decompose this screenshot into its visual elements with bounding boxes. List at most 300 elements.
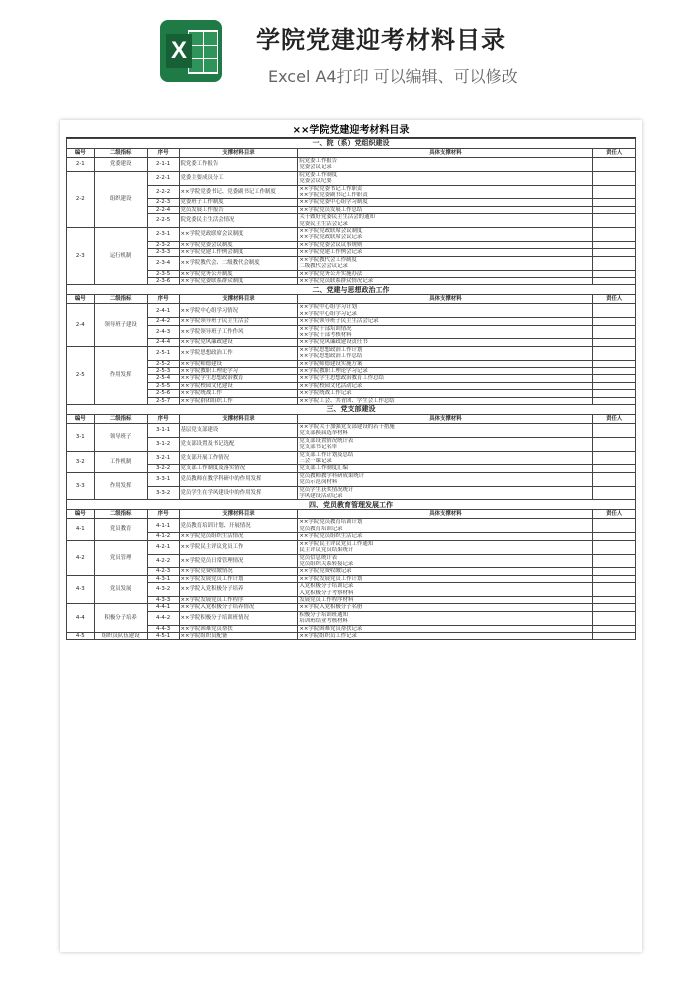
item-details (298, 437, 593, 451)
detail-line: 党委民主生活会记录 (299, 220, 348, 227)
item-title: ××学院思想政治工作 (179, 346, 298, 360)
indicator-name: 党员教育 (94, 519, 147, 540)
indicator-code: 4-3 (67, 575, 95, 604)
column-header: 序号 (147, 415, 179, 424)
item-details (298, 596, 593, 603)
table-row (67, 270, 636, 277)
indicator-name: 领导班子建设 (94, 304, 147, 346)
responsible-person (593, 382, 636, 389)
sheet-title: ××学院党建迎考材料目录 (66, 124, 636, 138)
detail-line: ××学院党员联系群众情况记录 (299, 277, 374, 284)
item-title: 党支部工作制度及落实情况 (179, 465, 298, 472)
responsible-person (593, 554, 636, 568)
table-row (67, 568, 636, 575)
detail-line: ××学院党风廉政建设责任书 (299, 339, 368, 346)
detail-line: 党支部书记名单 (299, 444, 338, 451)
item-number: 2-5-2 (147, 360, 179, 367)
item-number: 2-5-7 (147, 397, 179, 404)
column-header: 支撑材料目录 (179, 149, 298, 158)
item-number: 2-2-1 (147, 171, 179, 185)
item-number: 4-4-2 (147, 611, 179, 625)
item-details (298, 382, 593, 389)
table-row (67, 339, 636, 346)
detail-line: 院党委工作制度 (299, 171, 338, 178)
responsible-person (593, 199, 636, 206)
item-number: 3-2-1 (147, 451, 179, 465)
item-number: 4-3-1 (147, 575, 179, 582)
item-details (298, 486, 593, 500)
item-number: 4-2-2 (147, 554, 179, 568)
table-row (67, 318, 636, 325)
item-title: 党委主要成员分工 (179, 171, 298, 185)
item-details (298, 390, 593, 397)
item-details (298, 533, 593, 540)
item-details (298, 171, 593, 185)
detail-line: ××学院党委中心组学习制度 (299, 199, 368, 206)
materials-table (66, 138, 636, 640)
item-title: ××学院困难党员帮扶 (179, 625, 298, 632)
detail-line: 党委会议纪要 (299, 178, 332, 185)
responsible-person (593, 367, 636, 374)
table-row (67, 199, 636, 206)
item-details (298, 185, 593, 199)
table-row (67, 437, 636, 451)
detail-line: ××学院领导班子民主生活会记录 (299, 318, 379, 325)
table-row (67, 632, 636, 639)
detail-line: ××学院教代会工作制度 (299, 256, 357, 263)
item-details (298, 540, 593, 554)
item-number: 3-1-1 (147, 424, 179, 438)
table-row (67, 533, 636, 540)
page-title: 学院党建迎考材料目录 (256, 26, 506, 54)
detail-line: ××学院发展党员工作计划 (299, 575, 363, 582)
item-details (298, 632, 593, 639)
table-row (67, 625, 636, 632)
item-number: 4-4-3 (147, 625, 179, 632)
item-details (298, 249, 593, 256)
item-number: 3-1-2 (147, 437, 179, 451)
item-title: ××学院党建工作例会制度 (179, 249, 298, 256)
item-title: 党支部设置及书记选配 (179, 437, 298, 451)
detail-line: ××学院党员组织生活记录 (299, 533, 363, 540)
item-number: 3-2-2 (147, 465, 179, 472)
column-header: 责任人 (593, 149, 636, 158)
item-title: ××学院党员日常管理情况 (179, 554, 298, 568)
detail-line: ××学院党建工作例会记录 (299, 249, 363, 256)
detail-line: ××学院师德建设实施方案 (299, 360, 363, 367)
item-title: ××学院入党积极分子培养 (179, 583, 298, 597)
item-title: ××学院入党积极分子培养情况 (179, 604, 298, 611)
responsible-person (593, 346, 636, 360)
table-row (67, 554, 636, 568)
responsible-person (593, 339, 636, 346)
responsible-person (593, 465, 636, 472)
item-details (298, 339, 593, 346)
detail-line: 关于做好党委民主生活会的通知 (299, 214, 375, 221)
item-number: 2-3-3 (147, 249, 179, 256)
table-row (67, 360, 636, 367)
detail-line: ××学院校园文化活动记录 (299, 382, 363, 389)
excel-icon (160, 20, 222, 82)
detail-line: 入党积极分子考察材料 (299, 589, 354, 596)
indicator-code: 4-2 (67, 540, 95, 575)
detail-line: ××学院困难党员帮扶记录 (299, 625, 363, 632)
item-title: ××学院党委联系群众制度 (179, 277, 298, 284)
responsible-person (593, 360, 636, 367)
detail-line: 党委会议记录 (299, 164, 332, 171)
table-row (67, 397, 636, 404)
indicator-code: 3-2 (67, 451, 95, 472)
indicator-code: 3-1 (67, 424, 95, 452)
table-row (67, 465, 636, 472)
responsible-person (593, 158, 636, 172)
column-header: 二级指标 (94, 510, 147, 519)
responsible-person (593, 451, 636, 465)
detail-line: 党员示范岗材料 (299, 479, 338, 486)
table-row (67, 390, 636, 397)
responsible-person (593, 277, 636, 284)
table-row (67, 596, 636, 603)
item-number: 4-2-3 (147, 568, 179, 575)
indicator-code: 2-5 (67, 346, 95, 404)
detail-line: 党员信息统计表 (299, 554, 338, 561)
responsible-person (593, 249, 636, 256)
table-row (67, 277, 636, 284)
responsible-person (593, 185, 636, 199)
item-number: 2-2-4 (147, 206, 179, 213)
item-number: 3-3-2 (147, 486, 179, 500)
table-row (67, 249, 636, 256)
detail-line: ××学院党费收缴记录 (299, 568, 352, 575)
item-title: ××学院党费收缴情况 (179, 568, 298, 575)
table-row (67, 611, 636, 625)
preview-banner (0, 0, 700, 100)
item-title: ××学院统战工作 (179, 390, 298, 397)
table-row (67, 472, 636, 486)
item-title: 党员发展工作报告 (179, 206, 298, 213)
column-header: 具体支撑材料 (298, 149, 593, 158)
section-title-row (67, 139, 636, 149)
item-details (298, 277, 593, 284)
detail-line: ××学院工会、共青团、学生会工作总结 (299, 397, 395, 404)
indicator-name: 党员管理 (94, 540, 147, 575)
section-title-row (67, 500, 636, 510)
table-row (67, 604, 636, 611)
item-details (298, 519, 593, 533)
item-title: ××学院中心组学习情况 (179, 304, 298, 318)
item-number: 3-3-1 (147, 472, 179, 486)
table-row (67, 540, 636, 554)
item-title: 党员学生在学风建设中的作用发挥 (179, 486, 298, 500)
item-title: ××学院组织员配备 (179, 632, 298, 639)
item-number: 2-4-2 (147, 318, 179, 325)
item-number: 4-4-1 (147, 604, 179, 611)
table-row (67, 158, 636, 172)
item-details (298, 270, 593, 277)
responsible-person (593, 241, 636, 248)
page-subtitle: Excel A4打印 可以编辑、可以修改 (268, 67, 518, 86)
spreadsheet-grid-icon (188, 30, 218, 74)
item-number: 4-2-1 (147, 540, 179, 554)
item-title: 党员教师在教学科研中的作用发挥 (179, 472, 298, 486)
item-number: 2-3-4 (147, 256, 179, 270)
detail-line: ××学院党政联席会议制度 (299, 228, 363, 235)
indicator-name: 工作机制 (94, 451, 147, 472)
item-title: ××学院党委书记、党委副书记工作制度 (179, 185, 298, 199)
detail-line: 党员学生获奖情况统计 (299, 486, 354, 493)
column-header: 二级指标 (94, 149, 147, 158)
item-title: ××学院领导班子工作作风 (179, 325, 298, 339)
detail-line: ××学院教职工理论学习记录 (299, 367, 368, 374)
detail-line: ××学院党委会议议事规则 (299, 241, 363, 248)
detail-line: 发展党员工作程序材料 (299, 596, 354, 603)
detail-line: 积极分子培训班通知 (299, 611, 348, 618)
detail-line: 党支部换届选举材料 (299, 430, 348, 437)
item-number: 2-3-6 (147, 277, 179, 284)
item-number: 2-3-2 (147, 241, 179, 248)
item-number: 4-1-2 (147, 533, 179, 540)
indicator-name: 组织建设 (94, 171, 147, 227)
responsible-person (593, 171, 636, 185)
item-title: ××学院党员组织生活情况 (179, 533, 298, 540)
item-title: ××学院校园文化建设 (179, 382, 298, 389)
item-title: ××学院党务公开制度 (179, 270, 298, 277)
detail-line: ××学院党委副书记工作职责 (299, 192, 368, 199)
responsible-person (593, 424, 636, 438)
item-number: 2-2-2 (147, 185, 179, 199)
item-title: ××学院积极分子培训班情况 (179, 611, 298, 625)
column-header: 责任人 (593, 295, 636, 304)
responsible-person (593, 325, 636, 339)
item-number: 4-1-1 (147, 519, 179, 533)
responsible-person (593, 611, 636, 625)
detail-line: ××学院思想政治工作计划 (299, 346, 363, 353)
item-title: ××学院学生思想政治教育 (179, 375, 298, 382)
item-details (298, 325, 593, 339)
detail-line: 党支部设置情况统计表 (299, 437, 354, 444)
detail-line: 民主评议党员结果统计 (299, 547, 354, 554)
indicator-code: 2-2 (67, 171, 95, 227)
detail-line: 入党积极分子培训记录 (299, 583, 354, 590)
item-details (298, 611, 593, 625)
responsible-person (593, 214, 636, 228)
detail-line: 院党委工作报告 (299, 158, 338, 164)
column-header-row (67, 295, 636, 304)
item-details (298, 375, 593, 382)
item-details (298, 583, 593, 597)
detail-line: ××学院中心组学习计划 (299, 304, 357, 311)
item-number: 4-5-1 (147, 632, 179, 639)
item-title: 院党委工作报告 (179, 158, 298, 172)
item-number: 2-1-1 (147, 158, 179, 172)
detail-line: ××学院民主评议党员工作通知 (299, 540, 374, 547)
item-title: ××学院党风廉政建设 (179, 339, 298, 346)
responsible-person (593, 519, 636, 533)
item-title: ××学院教职工理论学习 (179, 367, 298, 374)
column-header-row (67, 510, 636, 519)
responsible-person (593, 318, 636, 325)
indicator-code: 2-1 (67, 158, 95, 172)
detail-line: ××学院干部培训情况 (299, 325, 352, 332)
excel-x-letter: X (166, 34, 192, 68)
item-details (298, 158, 593, 172)
item-title: ××学院领导班子民主生活会 (179, 318, 298, 325)
item-details (298, 451, 593, 465)
responsible-person (593, 632, 636, 639)
item-number: 2-2-3 (147, 199, 179, 206)
table-row (67, 575, 636, 582)
item-number: 2-5-5 (147, 382, 179, 389)
indicator-name: 作用发挥 (94, 346, 147, 404)
item-number: 2-4-1 (147, 304, 179, 318)
detail-line: ××学院中心组学习记录 (299, 310, 357, 317)
item-details (298, 575, 593, 582)
detail-line: ××学院党政联席会议记录 (299, 234, 363, 241)
item-details (298, 206, 593, 213)
responsible-person (593, 304, 636, 318)
item-number: 2-4-3 (147, 325, 179, 339)
detail-line: 党员教育培训记录 (299, 525, 343, 532)
item-details (298, 214, 593, 228)
responsible-person (593, 568, 636, 575)
section-title: 三、党支部建设 (67, 405, 636, 415)
column-header: 具体支撑材料 (298, 415, 593, 424)
column-header-row (67, 415, 636, 424)
indicator-code: 2-4 (67, 304, 95, 346)
item-details (298, 241, 593, 248)
indicator-name: 作用发挥 (94, 472, 147, 500)
responsible-person (593, 625, 636, 632)
detail-line: ××学院思想政治工作总结 (299, 353, 363, 360)
detail-line: ××学院入党积极分子名册 (299, 604, 363, 611)
responsible-person (593, 596, 636, 603)
indicator-code: 3-3 (67, 472, 95, 500)
item-details (298, 568, 593, 575)
detail-line: ××学院关于加强党支部建设的若干措施 (299, 424, 395, 430)
item-details (298, 397, 593, 404)
column-header: 二级指标 (94, 415, 147, 424)
indicator-name: 领导班子 (94, 424, 147, 452)
table-row (67, 451, 636, 465)
item-title: 党委班子工作制度 (179, 199, 298, 206)
section-title: 四、党员教育管理发展工作 (67, 500, 636, 510)
table-row (67, 304, 636, 318)
column-header: 序号 (147, 510, 179, 519)
responsible-person (593, 575, 636, 582)
item-title: 党员教育培训计划、开展情况 (179, 519, 298, 533)
item-details (298, 625, 593, 632)
column-header: 支撑材料目录 (179, 295, 298, 304)
item-title: ××学院发展党员工作计划 (179, 575, 298, 582)
item-number: 2-5-4 (147, 375, 179, 382)
detail-line: 党员教师教学科研成果统计 (299, 472, 365, 479)
responsible-person (593, 270, 636, 277)
indicator-code: 4-4 (67, 604, 95, 633)
column-header: 支撑材料目录 (179, 510, 298, 519)
item-title: ××学院党政联席会议制度 (179, 228, 298, 242)
table-row (67, 486, 636, 500)
item-number: 2-2-5 (147, 214, 179, 228)
item-details (298, 256, 593, 270)
column-header-row (67, 149, 636, 158)
item-number: 4-3-2 (147, 583, 179, 597)
responsible-person (593, 390, 636, 397)
detail-line: ××学院统战工作记录 (299, 390, 352, 397)
item-details (298, 318, 593, 325)
table-row (67, 241, 636, 248)
item-number: 2-3-1 (147, 228, 179, 242)
table-row (67, 171, 636, 185)
item-details (298, 465, 593, 472)
detail-line: 培训班结业考核材料 (299, 618, 348, 625)
item-title: 基层党支部建设 (179, 424, 298, 438)
item-title: 党支部开展工作情况 (179, 451, 298, 465)
item-title: ××学院民主评议党员工作 (179, 540, 298, 554)
item-details (298, 360, 593, 367)
item-number: 4-3-3 (147, 596, 179, 603)
table-row (67, 367, 636, 374)
item-number: 2-5-3 (147, 367, 179, 374)
responsible-person (593, 540, 636, 554)
item-details (298, 228, 593, 242)
responsible-person (593, 472, 636, 486)
item-details (298, 424, 593, 438)
item-details (298, 346, 593, 360)
column-header: 具体支撑材料 (298, 510, 593, 519)
item-details (298, 554, 593, 568)
indicator-name: 党委建设 (94, 158, 147, 172)
table-row (67, 214, 636, 228)
column-header: 责任人 (593, 510, 636, 519)
indicator-name: 组织员队伍建设 (94, 632, 147, 639)
column-header: 具体支撑材料 (298, 295, 593, 304)
detail-line: ××学院组织员工作记录 (299, 632, 357, 639)
table-row (67, 325, 636, 339)
column-header: 二级指标 (94, 295, 147, 304)
table-row (67, 424, 636, 438)
item-title: ××学院教代会、二级教代会制度 (179, 256, 298, 270)
item-title: ××学院发展党员工作程序 (179, 596, 298, 603)
indicator-name: 运行机制 (94, 228, 147, 285)
table-row (67, 583, 636, 597)
table-row (67, 228, 636, 242)
responsible-person (593, 533, 636, 540)
detail-line: ××学院干部考核材料 (299, 331, 352, 338)
section-title-row (67, 285, 636, 295)
item-details (298, 304, 593, 318)
item-details (298, 199, 593, 206)
table-row (67, 382, 636, 389)
column-header: 编号 (67, 510, 95, 519)
indicator-code: 4-1 (67, 519, 95, 540)
item-title: ××学院师德建设 (179, 360, 298, 367)
item-title: ××学院党委会议制度 (179, 241, 298, 248)
column-header: 编号 (67, 295, 95, 304)
responsible-person (593, 375, 636, 382)
section-title: 二、党建与思想政治工作 (67, 285, 636, 295)
column-header: 序号 (147, 295, 179, 304)
item-title: ××学院群团组织工作 (179, 397, 298, 404)
item-number: 2-5-6 (147, 390, 179, 397)
item-number: 2-4-4 (147, 339, 179, 346)
responsible-person (593, 486, 636, 500)
detail-line: 三会一课记录 (299, 458, 332, 465)
table-row (67, 519, 636, 533)
responsible-person (593, 206, 636, 213)
detail-line: 党支部工作计划及总结 (299, 451, 354, 458)
detail-line: ××学院学生思想政治教育工作总结 (299, 375, 384, 382)
item-details (298, 367, 593, 374)
